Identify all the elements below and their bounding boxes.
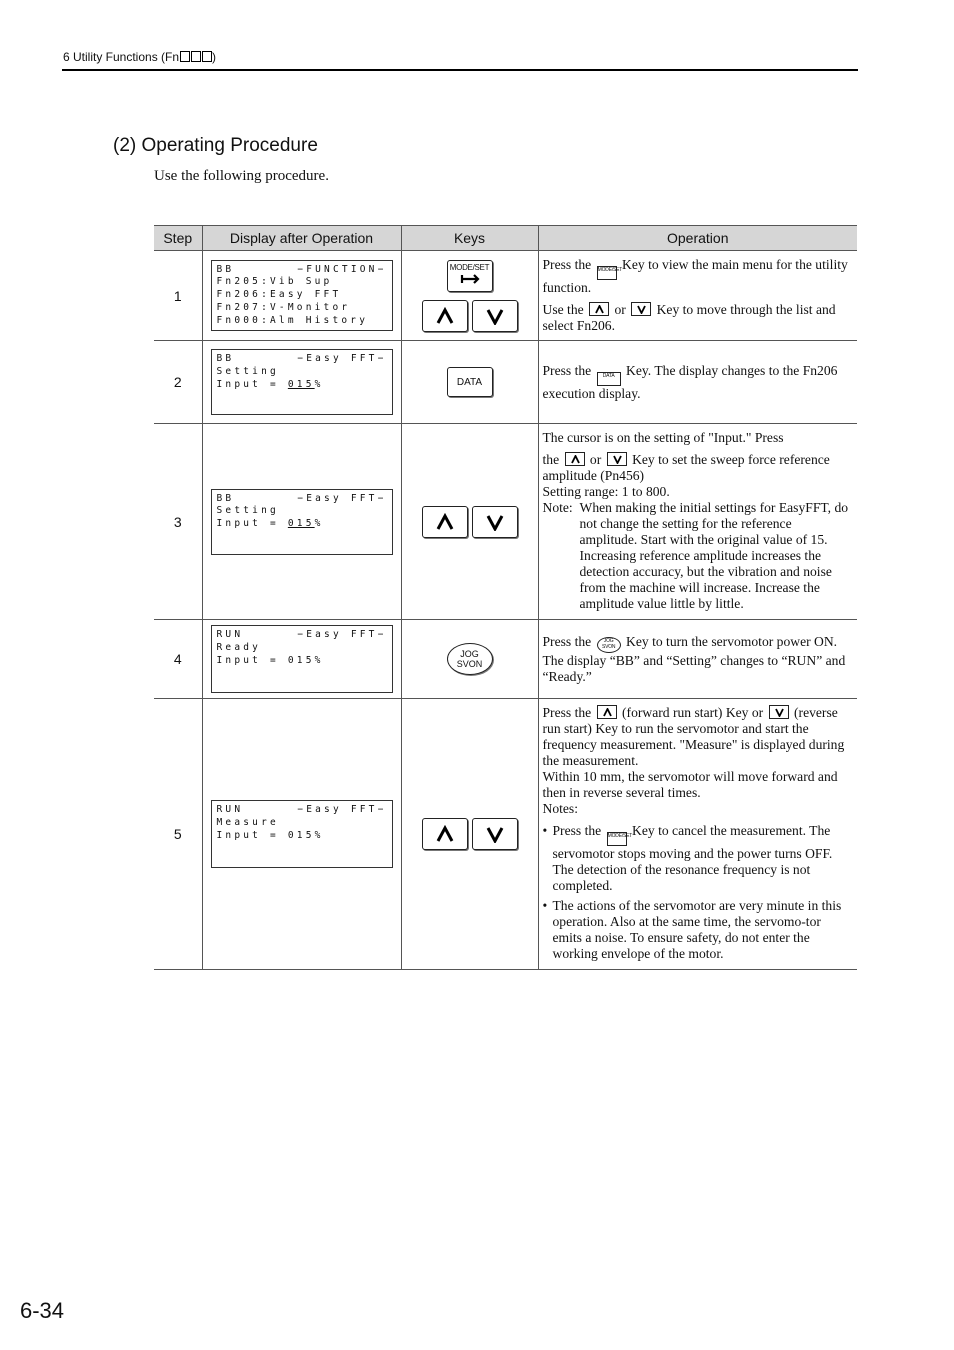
keys-cell [401, 424, 538, 620]
display-line: Measure [216, 816, 279, 828]
operator-display [211, 489, 393, 555]
table-header-row [154, 226, 857, 251]
down-arrow-icon [486, 513, 504, 531]
display-line: BB [216, 492, 235, 504]
bullet-item [543, 898, 852, 962]
input-unit: % [314, 378, 324, 390]
mode-set-key-label: MODE/SET [449, 262, 490, 272]
display-cell [202, 620, 401, 699]
mode-set-key-icon: MODE/SET [597, 266, 617, 280]
up-key[interactable] [422, 506, 468, 538]
display-line: Setting [216, 365, 279, 377]
col-header-display: Display after Operation [202, 226, 401, 251]
down-key[interactable] [472, 818, 518, 850]
up-arrow-icon [436, 825, 454, 843]
mode-set-key-icon: MODE/SET [607, 832, 627, 846]
note [543, 500, 852, 612]
input-unit: % [314, 518, 324, 530]
display-line: Input = [216, 518, 288, 530]
bullet-marker: • [542, 898, 548, 913]
down-arrow-icon [486, 825, 504, 843]
display-line: −Easy FFT− [297, 353, 387, 364]
display-line: Setting [216, 505, 279, 517]
return-arrow-icon [459, 272, 481, 286]
step-number: 3 [154, 424, 202, 620]
keys-cell [401, 699, 538, 970]
running-header-suffix: ) [212, 50, 217, 64]
table-row [154, 620, 857, 699]
operator-display [211, 625, 393, 693]
operation-cell [538, 699, 857, 970]
display-line: Input = 015% [216, 654, 324, 666]
down-key-icon [769, 705, 789, 719]
display-line: Input = [216, 378, 288, 390]
table-row [154, 341, 857, 424]
note-label: Note: [542, 500, 573, 515]
jog-label: JOG [460, 649, 479, 659]
placeholder-box-icon [202, 51, 212, 62]
section-intro: Use the following procedure. [154, 168, 329, 184]
operation-text: Press the (forward run start) Key or (reverse run start) Key to run the servomotor and start the frequency measurement. "Measure" is displayed during the measurement. [542, 705, 845, 768]
display-line: Fn206:Easy FFT [216, 289, 342, 301]
display-line: −Easy FFT− [297, 804, 387, 815]
bullet-marker: • [542, 823, 548, 838]
step-number: 5 [154, 699, 202, 970]
section-title: (2) Operating Procedure [113, 135, 318, 156]
step-number: 4 [154, 620, 202, 699]
col-header-operation: Operation [538, 226, 857, 251]
display-line: −FUNCTION− [297, 263, 387, 275]
operator-display [211, 800, 393, 868]
page-number: 6-34 [20, 1298, 65, 1323]
header-rule [62, 69, 858, 71]
input-value: 015 [287, 518, 315, 530]
down-key-icon [631, 302, 651, 316]
display-line: −Easy FFT− [297, 629, 387, 640]
operation-text: the or Key to set the sweep force reference amplitude (Pn456) [542, 452, 830, 483]
step-number: 1 [154, 251, 202, 341]
data-key-icon: DATA [597, 372, 621, 386]
operation-cell [538, 424, 857, 620]
table-row [154, 251, 857, 341]
operator-display [211, 349, 393, 415]
up-key[interactable] [422, 300, 468, 332]
display-line: BB [216, 263, 235, 275]
display-cell [202, 699, 401, 970]
operation-text: Notes: [542, 801, 578, 816]
display-line: −Easy FFT− [297, 492, 387, 504]
down-key-icon [607, 452, 627, 466]
down-arrow-icon [486, 307, 504, 325]
data-key[interactable]: DATA [447, 367, 493, 397]
operation-text: The cursor is on the setting of "Input." Press [542, 430, 784, 445]
bullet-item: • Press the MODE/SET Key to cancel the measurement. The servomotor stops moving and the power turns OFF. The detection of the resonance frequency is not completed. [542, 823, 833, 893]
input-value: 015 [287, 378, 315, 390]
placeholder-box-icon [180, 51, 190, 62]
display-cell [202, 341, 401, 424]
operation-text: Press the JOG SVON Key to turn the servomotor power ON. The display “BB” and “Setting” changes to “RUN” and “Ready.” [542, 633, 846, 684]
display-cell [202, 424, 401, 620]
operation-cell [538, 251, 857, 341]
operation-text: Use the or Key to move through the list and select Fn206. [542, 302, 836, 333]
operation-text: Press the DATA Key. The display changes to the Fn206 execution display. [542, 362, 838, 401]
display-line: Fn207:V-Monitor [216, 301, 351, 313]
operation-cell [538, 620, 857, 699]
procedure-table [154, 225, 857, 970]
jog-svon-key[interactable] [447, 643, 493, 675]
up-arrow-icon [436, 307, 454, 325]
running-header-text: 6 Utility Functions (Fn [63, 50, 180, 64]
table-row [154, 699, 857, 970]
operation-text: Press the MODE/SET Key to view the main menu for the utility function. [542, 257, 848, 295]
svon-label: SVON [456, 659, 483, 669]
up-key-icon [565, 452, 585, 466]
display-line: Fn000:Alm History [216, 314, 369, 326]
display-line: Fn205:Vib Sup [216, 276, 333, 288]
placeholder-box-icon [191, 51, 201, 62]
up-key[interactable] [422, 818, 468, 850]
keys-cell [401, 251, 538, 341]
display-line: RUN [216, 629, 244, 640]
mode-set-key[interactable] [447, 260, 493, 292]
note-text: When making the initial settings for EasyFFT, do not change the setting for the reference amplitude. Start with the original value of 15. Increasing reference amplitude increases the detection accuracy, but the vibration and noise from the machine will increase. Increase the amplitude value little by little. [579, 500, 849, 611]
col-header-step: Step [154, 226, 202, 251]
display-cell [202, 251, 401, 341]
bullet-text: The actions of the servomotor are very minute in this operation. Also at the same time, the servomo-tor emits a noise. To ensure safety, do not enter the working envelope of the motor. [552, 898, 842, 961]
keys-cell [401, 620, 538, 699]
step-number: 2 [154, 341, 202, 424]
display-line: Input = 015% [216, 829, 324, 841]
up-arrow-icon [436, 513, 454, 531]
operator-display [211, 260, 393, 332]
operation-cell [538, 341, 857, 424]
display-line: Ready [216, 641, 262, 653]
display-line: RUN [216, 804, 244, 815]
down-key[interactable] [472, 506, 518, 538]
jog-svon-key-icon: JOG SVON [597, 637, 621, 653]
keys-cell [401, 341, 538, 424]
col-header-keys: Keys [401, 226, 538, 251]
display-line: BB [216, 353, 235, 364]
up-key-icon [597, 705, 617, 719]
operation-text: Setting range: 1 to 800. [542, 484, 670, 499]
down-key[interactable] [472, 300, 518, 332]
table-row [154, 424, 857, 620]
operation-text: Within 10 mm, the servomotor will move forward and then in reverse several times. [542, 769, 838, 800]
up-key-icon [589, 302, 609, 316]
running-header [63, 50, 216, 64]
